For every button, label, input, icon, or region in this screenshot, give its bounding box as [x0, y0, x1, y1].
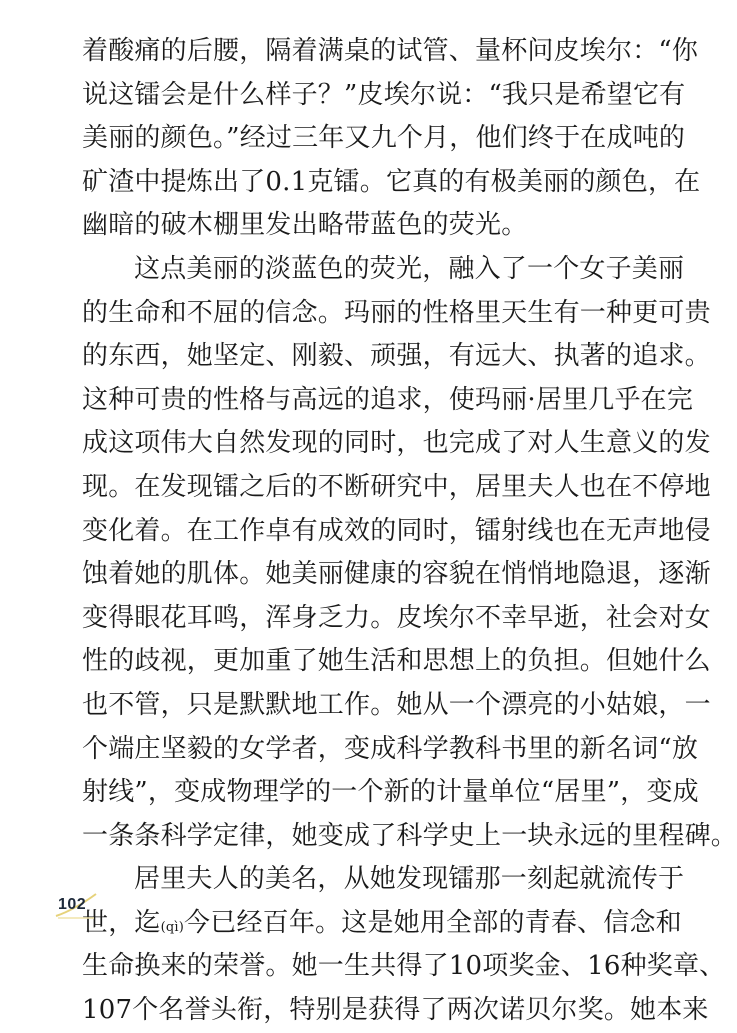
text-line: 说这镭会是什么样子？”皮埃尔说：“我只是希望它有 [82, 79, 686, 110]
text-line: 居里夫人的美名，从她发现镭那一刻起就流传于 [134, 864, 685, 895]
text-segment: 世，迄 [82, 907, 161, 938]
text-line: 变化着。在工作卓有成效的同时，镭射线也在无声地侵 [82, 515, 711, 546]
text-line: 也不管，只是默默地工作。她从一个漂亮的小姑娘，一 [82, 689, 711, 720]
text-line: 幽暗的破木棚里发出略带蓝色的荧光。 [82, 210, 528, 241]
text-line: 一条条科学定律，她变成了科学史上一块永远的里程碑。 [82, 820, 737, 851]
text-line: 射线”，变成物理学的一个新的计量单位“居里”，变成 [82, 777, 699, 808]
text-line: 107个名誉头衔，特别是获得了两次诺贝尔奖。她本来 [82, 995, 709, 1026]
text-line: 现。在发现镭之后的不断研究中，居里夫人也在不停地 [82, 471, 711, 502]
text-line: 这种可贵的性格与高远的追求，使玛丽·居里几乎在完 [82, 384, 694, 415]
text-line: 的东西，她坚定、刚毅、顽强，有远大、执著的追求。 [82, 341, 711, 372]
text-line: 美丽的颜色。”经过三年又九个月，他们终于在成吨的 [82, 123, 686, 154]
text-line: 性的歧视，更加重了她生活和思想上的负担。但她什么 [82, 646, 711, 677]
text-segment: 今已经百年。这是她用全部的青春、信念和 [184, 907, 682, 938]
text-line: 成这项伟大自然发现的同时，也完成了对人生意义的发 [82, 428, 711, 459]
pinyin-annotation: (qì) [160, 919, 185, 935]
text-line: 蚀着她的肌体。她美丽健康的容貌在悄悄地隐退，逐渐 [82, 559, 711, 590]
text-line: 生命换来的荣誉。她一生共得了10项奖金、16种奖章、 [82, 951, 726, 982]
text-line: 这点美丽的淡蓝色的荧光，融入了一个女子美丽 [134, 253, 685, 284]
paragraph-1 [82, 30, 701, 248]
text-line: 的生命和不屈的信念。玛丽的性格里天生有一种更可贵 [82, 297, 711, 328]
page-footer [0, 884, 650, 924]
text-line: 矿渣中提炼出了0.1克镭。它真的有极美丽的颜色，在 [82, 166, 701, 197]
page-number: 102 [58, 896, 87, 913]
text-line: 着酸痛的后腰，隔着满桌的试管、量杯问皮埃尔：“你 [82, 36, 699, 66]
text-line: 个端庄坚毅的女学者，变成科学教科书里的新名词“放 [82, 733, 699, 764]
body-text [82, 30, 737, 1033]
text-line: 变得眼花耳鸣，浑身乏力。皮埃尔不幸早逝，社会对女 [82, 602, 711, 633]
paragraph-2 [82, 248, 737, 858]
